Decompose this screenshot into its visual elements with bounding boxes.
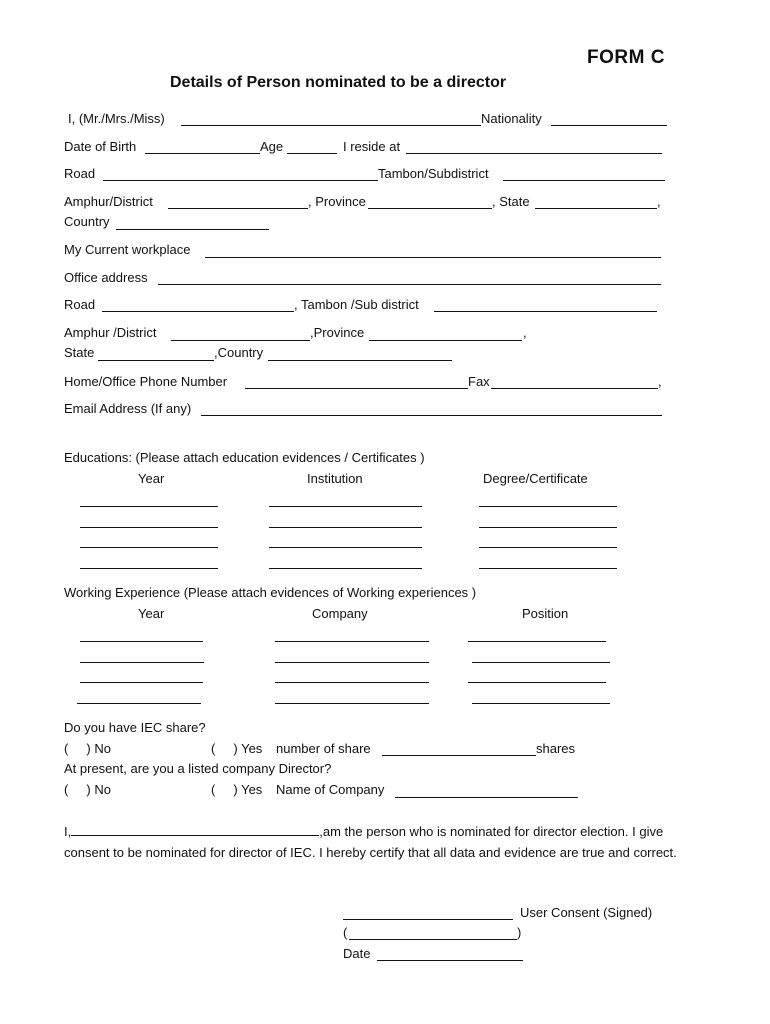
experience-company-field[interactable] xyxy=(275,703,429,704)
form-label: FORM C xyxy=(587,47,665,68)
tambon2-label: , Tambon /Sub district xyxy=(294,297,419,312)
experience-position-field[interactable] xyxy=(472,703,610,704)
nationality-label: Nationality xyxy=(481,111,542,126)
country-label: Country xyxy=(64,214,110,229)
consent-text: ,am the person who is nominated for director election. I give consent to be nominated for director of IEC. I hereby certify that all data and evidence are true and correct. xyxy=(64,824,677,860)
number-of-share-field[interactable] xyxy=(382,755,536,756)
province2-label: ,Province xyxy=(310,325,365,340)
province-field[interactable] xyxy=(368,208,492,209)
consent-name-field[interactable] xyxy=(71,823,319,836)
date-field[interactable] xyxy=(377,960,523,961)
education-degree-field[interactable] xyxy=(479,547,617,548)
education-year-field[interactable] xyxy=(80,568,218,569)
phone-label: Home/Office Phone Number xyxy=(64,374,228,389)
experience-company-field[interactable] xyxy=(275,641,429,642)
education-year-field[interactable] xyxy=(80,506,218,507)
education-degree-field[interactable] xyxy=(479,506,617,507)
nationality-field[interactable] xyxy=(551,125,667,126)
name-close-paren: ) xyxy=(517,925,522,940)
road-label: Road xyxy=(64,166,96,181)
education-institution-field[interactable] xyxy=(269,568,422,569)
office-address-label: Office address xyxy=(64,270,148,285)
state2-label: State xyxy=(64,345,95,360)
email-label: Email Address (If any) xyxy=(64,401,192,416)
age-label: Age xyxy=(260,139,284,154)
number-of-share-label: number of share xyxy=(276,741,371,756)
state-field[interactable] xyxy=(535,208,657,209)
phone-field[interactable] xyxy=(245,388,468,389)
consent-lead: I, xyxy=(64,824,72,839)
province-label: , Province xyxy=(308,194,366,209)
fax-comma: , xyxy=(658,374,662,389)
company-name-field[interactable] xyxy=(395,797,578,798)
experience-year-field[interactable] xyxy=(77,703,201,704)
experience-col-position: Position xyxy=(522,606,569,621)
experience-position-field[interactable] xyxy=(472,662,610,663)
experience-company-field[interactable] xyxy=(275,682,429,683)
country-field[interactable] xyxy=(116,229,269,230)
road-field[interactable] xyxy=(103,180,378,181)
page-title: Details of Person nominated to be a director xyxy=(170,74,507,91)
country2-field[interactable] xyxy=(268,360,452,361)
director-question: At present, are you a listed company Director? xyxy=(64,761,332,776)
iec-share-no-checkbox[interactable]: ( ) No xyxy=(64,741,111,756)
reside-field[interactable] xyxy=(406,153,662,154)
education-col-institution: Institution xyxy=(307,471,363,486)
experience-year-field[interactable] xyxy=(80,641,203,642)
company-name-label: Name of Company xyxy=(276,782,385,797)
printed-name-field[interactable] xyxy=(349,939,517,940)
state-comma: , xyxy=(657,194,661,209)
state-label: , State xyxy=(492,194,530,209)
workplace-label: My Current workplace xyxy=(64,242,191,257)
dob-label: Date of Birth xyxy=(64,139,137,154)
experience-col-year: Year xyxy=(138,606,165,621)
office-address-field[interactable] xyxy=(158,284,661,285)
education-heading: Educations: (Please attach education evidences / Certificates ) xyxy=(64,450,425,465)
education-institution-field[interactable] xyxy=(269,527,422,528)
email-field[interactable] xyxy=(201,415,662,416)
experience-col-company: Company xyxy=(312,606,368,621)
education-col-year: Year xyxy=(138,471,165,486)
shares-label: shares xyxy=(536,741,576,756)
experience-year-field[interactable] xyxy=(80,682,203,683)
director-yes-checkbox[interactable]: ( ) Yes xyxy=(211,782,263,797)
name-field[interactable] xyxy=(181,125,481,126)
education-year-field[interactable] xyxy=(80,527,218,528)
education-institution-field[interactable] xyxy=(269,506,422,507)
amphur2-field[interactable] xyxy=(171,340,310,341)
road2-field[interactable] xyxy=(102,311,294,312)
signature-field[interactable] xyxy=(343,919,513,920)
iec-share-yes-checkbox[interactable]: ( ) Yes xyxy=(211,741,263,756)
amphur-field[interactable] xyxy=(168,208,308,209)
tambon-field[interactable] xyxy=(503,180,665,181)
education-year-field[interactable] xyxy=(80,547,218,548)
workplace-field[interactable] xyxy=(205,257,661,258)
state2-field[interactable] xyxy=(98,360,214,361)
name-open-paren: ( xyxy=(343,925,348,940)
education-degree-field[interactable] xyxy=(479,527,617,528)
date-label: Date xyxy=(343,946,371,961)
experience-heading: Working Experience (Please attach evidences of Working experiences ) xyxy=(64,585,477,600)
reside-label: I reside at xyxy=(343,139,401,154)
consent-paragraph xyxy=(64,821,684,863)
country2-label: ,Country xyxy=(214,345,264,360)
experience-position-field[interactable] xyxy=(468,641,606,642)
tambon-label: Tambon/Subdistrict xyxy=(378,166,489,181)
education-institution-field[interactable] xyxy=(269,547,422,548)
iec-share-question: Do you have IEC share? xyxy=(64,720,206,735)
age-field[interactable] xyxy=(287,153,337,154)
user-consent-label: User Consent (Signed) xyxy=(520,905,653,920)
tambon2-field[interactable] xyxy=(434,311,657,312)
experience-year-field[interactable] xyxy=(80,662,204,663)
education-degree-field[interactable] xyxy=(479,568,617,569)
director-no-checkbox[interactable]: ( ) No xyxy=(64,782,111,797)
education-col-degree: Degree/Certificate xyxy=(483,471,588,486)
road2-label: Road xyxy=(64,297,96,312)
experience-company-field[interactable] xyxy=(275,662,429,663)
name-label: I, (Mr./Mrs./Miss) xyxy=(68,111,165,126)
amphur-label: Amphur/District xyxy=(64,194,153,209)
amphur2-label: Amphur /District xyxy=(64,325,157,340)
dob-field[interactable] xyxy=(145,153,260,154)
experience-position-field[interactable] xyxy=(468,682,606,683)
province2-comma: , xyxy=(523,325,527,340)
fax-label: Fax xyxy=(468,374,490,389)
province2-field[interactable] xyxy=(369,340,522,341)
fax-field[interactable] xyxy=(491,388,658,389)
